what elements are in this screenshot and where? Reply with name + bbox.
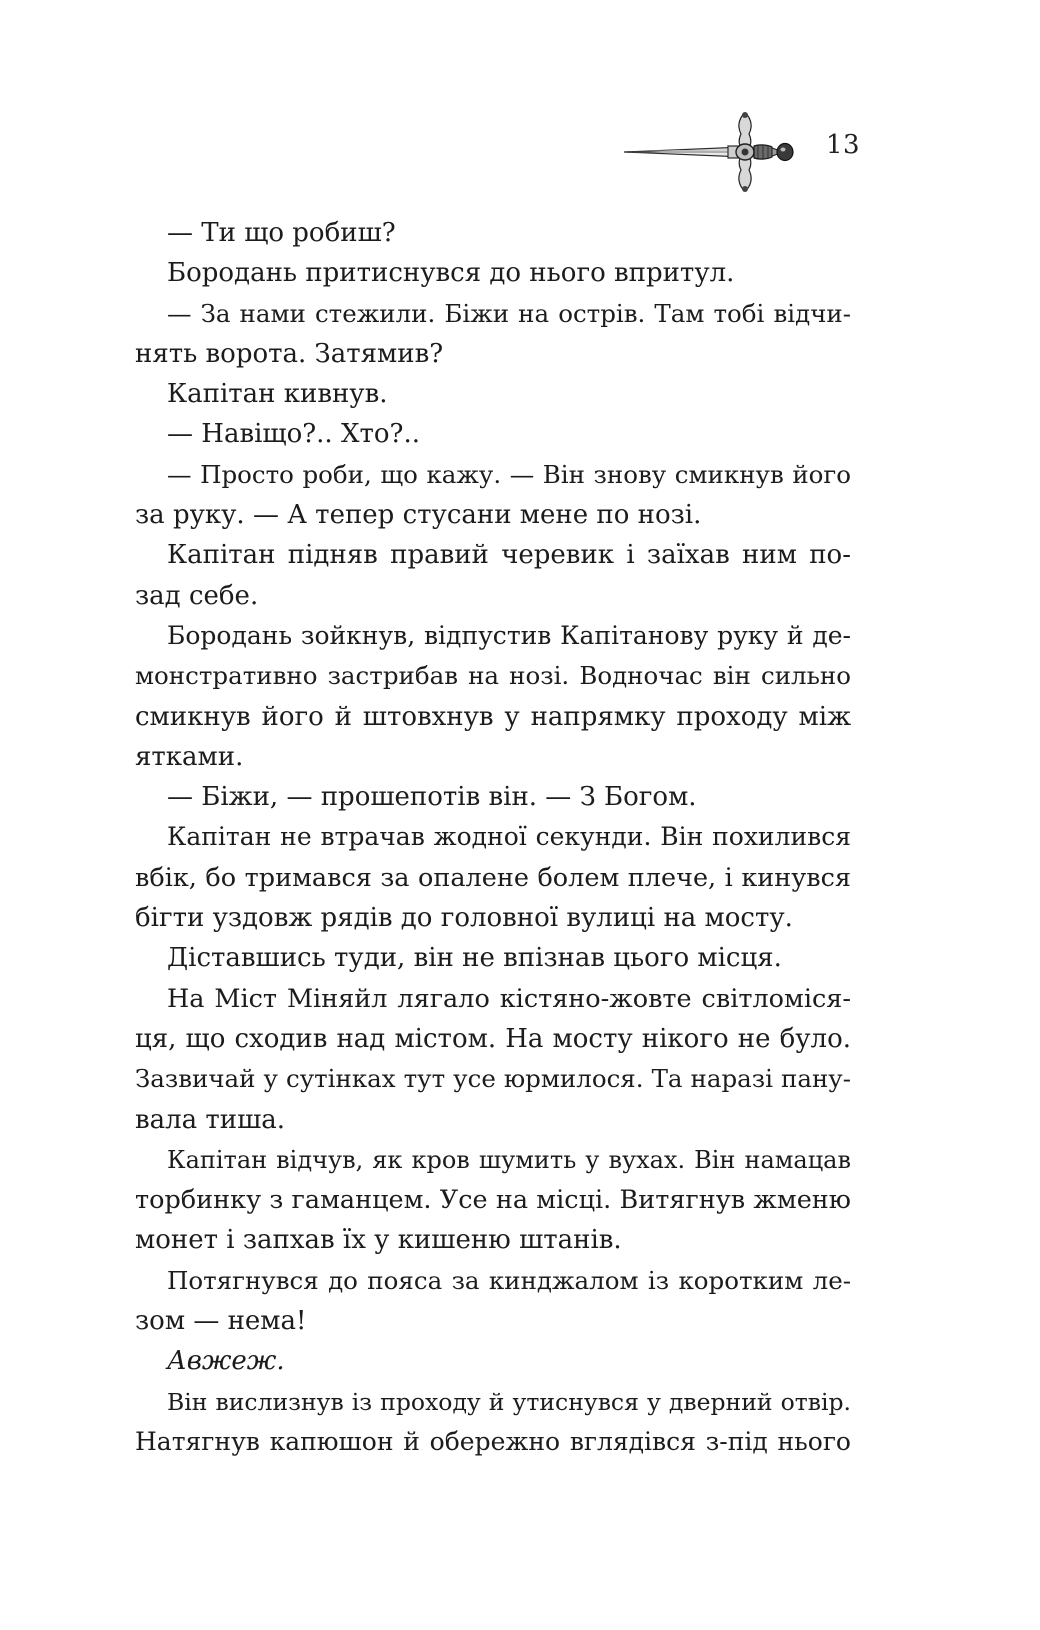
text-line: — Ти що робиш? xyxy=(167,218,396,248)
text-line: зом — нема! xyxy=(135,1306,307,1337)
text-line: за руку. — А тепер стусани мене по нозі. xyxy=(135,500,702,531)
text-line: монстративно застрибав на нозі. Водночас він сильно xyxy=(135,661,851,691)
text-line: ятками. xyxy=(135,741,244,772)
body-text xyxy=(135,213,851,1462)
text-line: торбинку з гаманцем. Усе на місці. Витягнув жменю xyxy=(135,1185,851,1216)
text-line: — За нами стежили. Біжи на острів. Там тобі відчи- xyxy=(167,298,851,328)
text-line: Капітан підняв правий черевик і заїхав ним по- xyxy=(167,540,851,571)
text-line: — Біжи, — прошепотів він. — З Богом. xyxy=(167,782,697,813)
text-line: Бородань зойкнув, відпустив Капітанову руку й де- xyxy=(167,620,851,650)
text-line: — Просто роби, що кажу. — Він знову смикнув його xyxy=(167,459,851,489)
text-line: На Міст Міняйл лягало кістяно-жовте світломіся- xyxy=(167,983,851,1014)
text-line: Натягнув капюшон й обережно вглядівся з-під нього xyxy=(135,1426,851,1456)
text-line: вбік, бо тримався за опалене болем плече, і кинувся xyxy=(135,862,851,893)
text-line: — Навіщо?.. Хто?.. xyxy=(167,419,420,450)
text-line: Він вислизнув із проходу й утиснувся у дверний отвір. xyxy=(167,1387,851,1416)
dagger-icon xyxy=(620,112,812,192)
text-line: Капітан не втрачав жодної секунди. Він похилився xyxy=(167,822,851,852)
page-number: 13 xyxy=(826,130,861,160)
text-line: Бородань притиснувся до нього впритул. xyxy=(167,258,735,289)
text-line: вала тиша. xyxy=(135,1104,286,1135)
text-line: Капітан відчув, як кров шумить у вухах. Він намацав xyxy=(167,1145,851,1174)
text-line: Капітан кивнув. xyxy=(167,379,388,410)
text-line: монет і запхав їх у кишеню штанів. xyxy=(135,1225,622,1256)
text-line: Потягнувся до пояса за кинджалом із коротким ле- xyxy=(167,1265,851,1295)
text-line: Діставшись туди, він не впізнав цього місця. xyxy=(167,943,782,974)
running-head xyxy=(620,112,870,192)
text-line: нять ворота. Затямив? xyxy=(135,338,444,369)
text-line: смикнув його й штовхнув у напрямку проходу між xyxy=(135,701,851,732)
text-line: Авжеж. xyxy=(167,1346,285,1377)
text-line: Зазвичай у сутінках тут усе юрмилося. Та наразі пану- xyxy=(135,1064,851,1094)
text-line: ця, що сходив над містом. На мосту нікого не було. xyxy=(135,1023,851,1054)
text-line: зад себе. xyxy=(135,580,259,611)
text-line: бігти уздовж рядів до головної вулиці на мосту. xyxy=(135,903,793,934)
